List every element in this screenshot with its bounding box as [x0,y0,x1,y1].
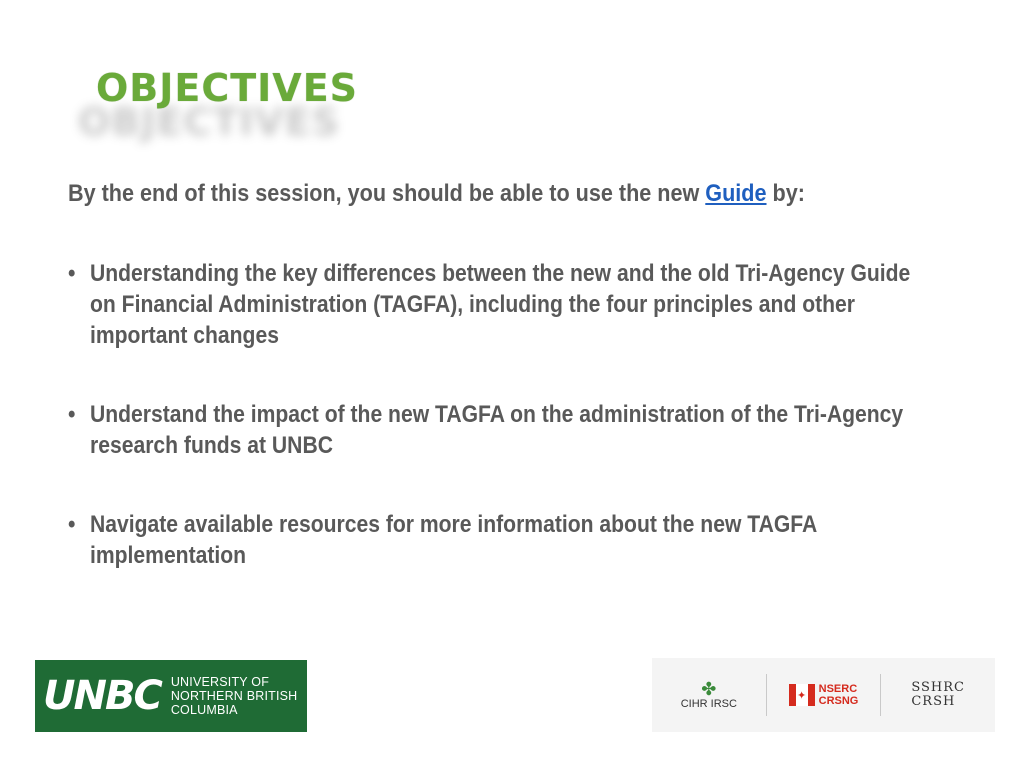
intro-text [68,180,896,208]
slide-title: OBJECTIVES [96,66,359,110]
nserc-logo [767,658,881,732]
list-item [68,258,926,351]
bullet-text: Understand the impact of the new TAGFA on the administration of the Tri-Agency research funds at UNBC [90,401,904,459]
sshrc-logo [881,658,995,732]
nserc-line1: NSERC [818,683,858,695]
cihr-label: CIHR IRSC [680,698,737,710]
sshrc-line2: CRSH [911,694,956,709]
unbc-name-line1: UNIVERSITY OF [170,675,270,689]
sshrc-line1: SSHRC [911,680,965,695]
title-reflection: OBJECTIVES [78,100,341,144]
unbc-name [171,675,307,717]
nserc-label [819,683,859,707]
bullet-text: Navigate available resources for more information about the new TAGFA implementation [90,511,817,569]
sshrc-label [911,681,965,709]
list-item [68,509,935,571]
tri-agency-logos [652,658,995,732]
objectives-list [68,258,1024,619]
intro-suffix: by: [766,180,805,207]
unbc-logo [35,660,307,732]
intro-prefix: By the end of this session, you should be able to use the new [68,180,706,207]
guide-link[interactable]: Guide [705,180,767,207]
cihr-logo [652,658,766,732]
maple-leaf-icon: ✤ [701,679,717,699]
bullet-icon: • [68,401,76,428]
bullet-icon: • [68,260,76,287]
title-area [78,66,496,146]
unbc-wordmark: UNBC [43,673,161,719]
nserc-line2: CRSNG [818,695,859,707]
canada-flag-icon: ✦ [789,684,815,706]
unbc-name-line2: NORTHERN BRITISH COLUMBIA [170,689,298,717]
bullet-text: Understanding the key differences between the new and the old Tri-Agency Guide on Financial Administration (TAGFA), including the four principles and other important changes [90,260,911,349]
list-item [68,399,935,461]
bullet-icon: • [68,511,76,538]
